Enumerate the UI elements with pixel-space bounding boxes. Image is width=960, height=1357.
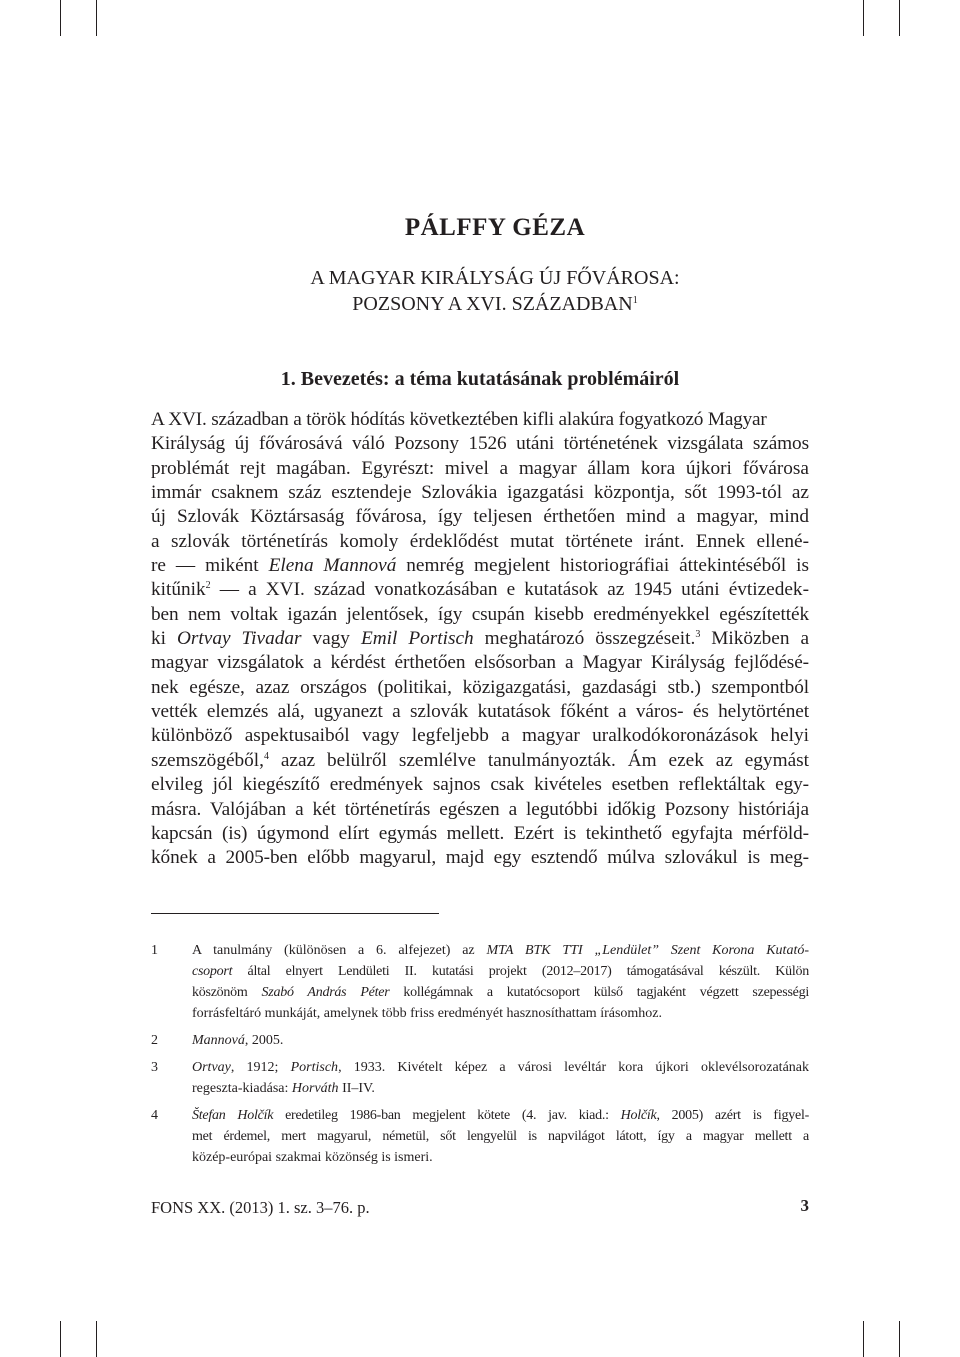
article-title — [0, 265, 960, 317]
crop-mark — [96, 0, 97, 36]
footnote-line: met érdemel, mert magyarul, németül, sőt lengyelül is napvilágot látott, így a magyar mellett a — [192, 1129, 809, 1144]
body-line: ben nem voltak igazán jelentősek, így csupán kisebb eredményekkel egészítették — [151, 603, 809, 625]
footnote-line: közép-európai szakmai közönség is ismeri. — [192, 1150, 433, 1165]
crop-mark — [863, 0, 864, 36]
footnotes — [151, 940, 809, 1174]
footnote-line: csoport által elnyert Lendületi II. kutatási projekt (2012–2017) támogatásával készült. Külön — [192, 964, 809, 979]
body-line: különböző aspektusaiból vagy legfeljebb a magyar uralkodókoronázások helyi — [151, 725, 809, 747]
section-heading: 1. Bevezetés: a téma kutatásának problémáiról — [280, 368, 680, 390]
body-line: A XVI. században a török hódítás következtében kifli alakúra fogyatkozó Magyar — [151, 409, 767, 430]
body-line: a szlovák történetírás komoly érdeklődést mutat története iránt. Ennek ellené- — [151, 530, 809, 552]
footnote — [151, 940, 809, 1024]
page-number: 3 — [800, 1196, 809, 1215]
body-line: szemszögéből,$^4$ azaz belülről szemlélve tanulmányozták. Ám ezek az egymást — [151, 749, 809, 771]
footnote-number: 4 — [151, 1108, 158, 1123]
footnote-ref: 4 — [263, 750, 269, 762]
footnote-line: regeszta-kiadása: Horváth II–IV. — [192, 1081, 375, 1096]
crop-mark — [899, 1321, 900, 1357]
person-name: Elena Mannová — [268, 555, 397, 577]
footnote-separator — [151, 913, 439, 914]
title-line-2: POZSONY A XVI. SZÁZADBAN$^1$ — [352, 293, 638, 315]
person-name: Ortvay Tivadar — [176, 628, 302, 650]
footnote-ref: 1 — [632, 295, 638, 306]
body-line: problémát rejt magában. Egyrészt: mivel a magyar állam kora újkori fővárosa — [151, 457, 809, 479]
body-line: ki Ortvay Tivadar vagy Emil Portisch meghatározó összegzéseit.$^3$ Miközben a — [151, 628, 809, 650]
footnote-line: A tanulmány (különösen a 6. alfejezet) az MTA BTK TTI „Lendület” Szent Korona Kutató- — [192, 943, 809, 958]
body-line: kőnek a 2005-ben előbb magyarul, majd egy esztendő múlva szlovákul is meg- — [151, 847, 809, 869]
body-line: elvileg jól kiegészítő eredmények sajnos csak kivételes esetben reflektáltak egy- — [151, 774, 809, 796]
body-line: immár csaknem száz esztendeje Szlovákia igazgatási központja, sőt 1993-tól az — [151, 482, 809, 504]
body-line: vették elemzés alá, ugyanezt a szlovák kutatások főként a város- és helytörténet — [151, 701, 809, 723]
footnote-number: 3 — [151, 1060, 158, 1075]
body-line: új Szlovák Köztársaság fővárosa, így teljesen érthetően mind a magyar, mind — [151, 506, 809, 528]
person-name: Emil Portisch — [360, 628, 474, 650]
footnote-line: forrásfeltáró munkáját, amelynek több friss eredményét hasznosíthattam írásomhoz. — [192, 1006, 663, 1021]
crop-mark — [60, 0, 61, 36]
body-line: nek egésze, azaz országos (politikai, közigazgatási, gazdasági stb.) szempontból — [151, 676, 809, 698]
footnote-line: Ortvay, 1912; Portisch, 1933. Kivételt képez a városi levéltár kora újkori oklevélsorozatának — [192, 1060, 810, 1075]
crop-mark — [96, 1321, 97, 1357]
body-line: másra. Valójában a két történetírás egészen a legutóbbi időkig Pozsony históriája — [151, 798, 809, 820]
body-line: re — miként Elena Mannová nemrég megjelent historiográfiai áttekintéséből is — [151, 555, 809, 577]
author-name: PÁLFFY GÉZA — [404, 214, 586, 241]
footnote-line: Mannová, 2005. — [192, 1033, 284, 1048]
footnote-line: Štefan Holčík eredetileg 1986-ban megjelent kötete (4. jav. kiad.: Holčík, 2005) azért is figyel- — [192, 1108, 809, 1123]
body-line: kitűnik$^2$ — a XVI. század vonatkozásában e kutatások az 1945 utáni évtizedek- — [151, 579, 809, 601]
body-line: Királyság új fővárosává váló Pozsony 1526 utáni történetének vizsgálata számos — [151, 433, 809, 455]
footnote — [151, 1105, 809, 1168]
title-line-1: A MAGYAR KIRÁLYSÁG ÚJ FŐVÁROSA: — [310, 267, 680, 289]
crop-mark — [60, 1321, 61, 1357]
footnote-ref: 3 — [695, 629, 701, 641]
journal-citation: FONS XX. (2013) 1. sz. 3–76. p. — [151, 1198, 370, 1217]
footnote — [151, 1057, 809, 1099]
footnote-ref: 2 — [205, 580, 211, 592]
crop-mark — [899, 0, 900, 36]
body-line: kapcsán (is) úgymond elírt egymás mellett. Ezért is tekinthető egyfajta mérföld- — [151, 822, 809, 844]
footnote — [151, 1030, 809, 1051]
footnote-line: köszönöm Szabó András Péter kollégámnak a kutatócsoport külső tagjaként végzett szepességi — [192, 985, 810, 1000]
body-text — [151, 408, 809, 871]
footnote-number: 2 — [151, 1033, 158, 1048]
footnote-number: 1 — [151, 943, 158, 958]
body-line: magyar vizsgálatok a kérdést érthetően elsősorban a Magyar Királyság fejlődésé- — [151, 652, 809, 674]
crop-mark — [863, 1321, 864, 1357]
